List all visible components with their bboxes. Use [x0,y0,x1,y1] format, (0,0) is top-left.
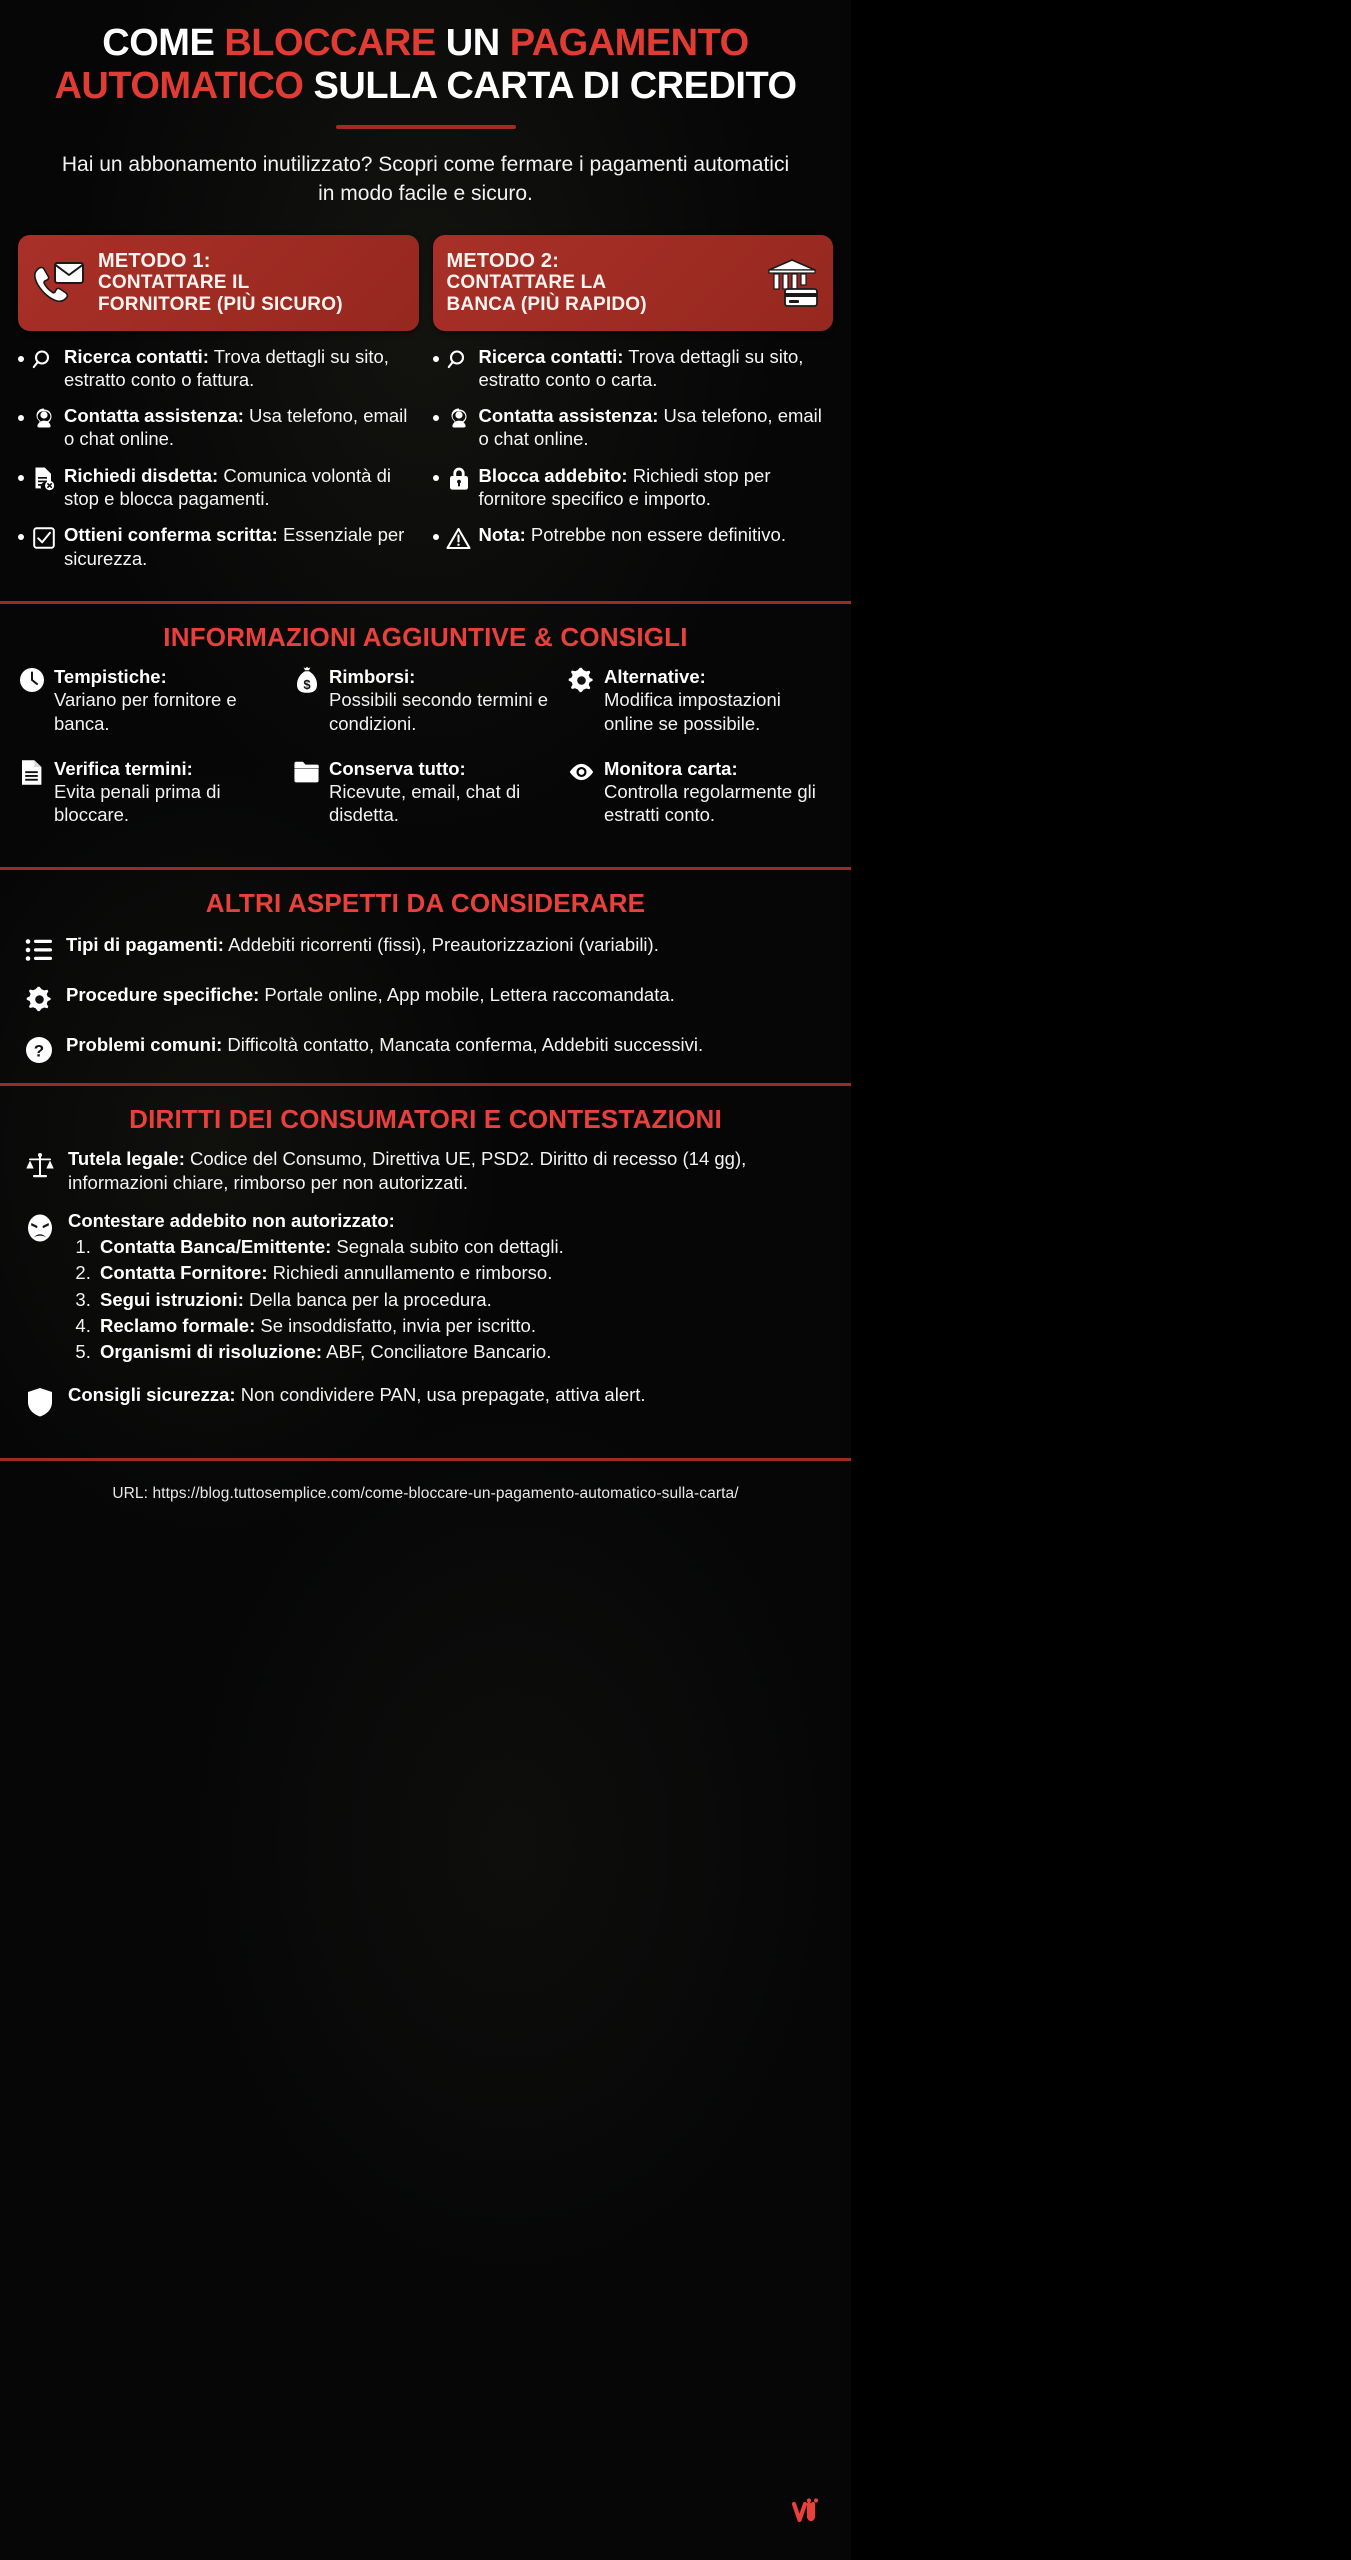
dispute-step-desc: Richiedi annullamento e rimborso. [267,1262,553,1284]
info-item-text [54,757,283,827]
bullet-dot [433,415,439,421]
aspect-item-label: Tipi di pagamenti: [66,933,224,955]
aspect-item-text [66,933,659,957]
bank-card-icon [765,258,819,308]
title-l1-run-0: COME [102,22,225,64]
list-item-text [479,523,786,546]
dispute-step-desc: Segnala subito con dettagli. [331,1235,564,1257]
info-item-label: Conserva tutto: [329,757,466,779]
method-column-2 [433,235,834,583]
info-item-text [604,757,833,827]
rights-legal-bold: Tutela legale: [68,1147,185,1169]
list-item-desc: Potrebbe non essere definitivo. [525,524,786,546]
document-cancel-icon [31,466,57,492]
rights-security-bold: Consigli sicurezza: [68,1383,236,1405]
list-item-label: Ricerca contatti: [64,345,209,367]
info-item-label: Verifica termini: [54,757,193,779]
method-2-card[interactable] [433,235,834,331]
rights-dispute-text [68,1209,564,1367]
method-1-line-3: FORNITORE (PIÙ SICURO) [98,293,343,315]
info-item-text [329,757,558,827]
list-item-label: Richiedi disdetta: [64,464,219,486]
info-item-desc: Variano per fornitore e banca. [54,689,237,734]
list-item [18,523,419,570]
angry-face-icon [24,1212,56,1244]
aspect-item-desc: Difficoltà contatto, Mancata conferma, Addebiti successivi. [222,1033,704,1055]
search-icon [31,347,57,373]
info-item-desc: Modifica impostazioni online se possibile. [604,689,781,734]
list-item-text [64,464,419,511]
title-l1-run-1: BLOCCARE [224,22,446,64]
method-2-list [433,345,834,552]
method-1-line-1: METODO 1: [98,249,211,272]
aspect-item-text [66,1033,703,1057]
aspect-item [24,933,827,965]
list-item-label: Ottieni conferma scritta: [64,524,278,546]
aspects-list [18,933,833,1065]
folder-icon [293,759,320,786]
list-item-desc: Usa telefono, email o chat online. [64,405,408,450]
list-item-text [479,464,834,511]
method-2-title [447,250,754,316]
bullet-dot [18,356,24,362]
list-item-text [479,404,834,451]
info-grid [18,665,833,849]
phone-envelope-icon [32,258,86,308]
section-divider-info [0,601,851,604]
dispute-step [96,1314,564,1338]
list-item [18,345,419,392]
method-2-line-2: CONTATTARE LA [446,272,607,294]
title-line-1 [102,22,748,64]
dispute-step [96,1340,564,1364]
aspects-section-title: ALTRI ASPETTI DA CONSIDERARE [205,887,646,918]
aspect-item [24,983,827,1015]
list-item-text [64,404,419,451]
rights-legal-text [68,1147,827,1195]
list-item-desc: Comunica volontà di stop e blocca pagamenti. [64,464,391,510]
gear-icon [24,985,54,1015]
aspect-item-text [66,983,675,1007]
dispute-step-label: Reclamo formale: [100,1315,256,1337]
aspect-item-label: Problemi comuni: [66,1033,223,1055]
svg-text:$: $ [302,677,311,693]
dispute-steps-list [96,1235,564,1365]
info-item-desc: Ricevute, email, chat di disdetta. [329,781,521,826]
dispute-step-desc: Se insoddisfatto, invia per iscritto. [255,1315,536,1337]
source-url[interactable]: URL: https://blog.tuttosemplice.com/come-bloccare-un-pagamento-automatico-sulla-carta/ [112,1484,739,1502]
bullet-dot [18,475,24,481]
rights-dispute-item [24,1209,827,1367]
rights-section-title: DIRITTI DEI CONSUMATORI E CONTESTAZIONI [129,1103,722,1134]
bullet-dot [18,415,24,421]
list-icon [24,935,54,965]
list-item-desc: Trova dettagli su sito, estratto conto o carta. [478,345,804,390]
clock-icon [18,667,45,694]
info-item-label: Alternative: [604,665,706,687]
list-item-label: Nota: [478,524,526,546]
method-2-line-3: BANCA (PIÙ RAPIDO) [446,293,647,315]
methods-container [18,235,833,583]
subtitle: Hai un abbonamento inutilizzato? Scopri come fermare i pagamenti automatici in modo facile e sicuro. [61,152,790,205]
rights-security-text [68,1383,646,1407]
list-item-desc: Trova dettagli su sito, estratto conto o fattura. [64,345,389,390]
warning-icon [446,525,472,551]
gear-icon [568,667,595,694]
info-item-desc: Possibili secondo termini e condizioni. [329,689,549,734]
list-item [433,464,834,511]
info-column [18,665,283,849]
dispute-step [96,1261,564,1285]
list-item-label: Contatta assistenza: [478,405,659,427]
support-agent-icon [31,406,57,432]
dispute-step-label: Contatta Fornitore: [100,1262,268,1284]
info-item-text [604,665,833,735]
rights-legal-item [24,1147,827,1195]
info-item-desc: Evita penali prima di bloccare. [54,781,221,826]
info-item [18,757,283,827]
title-l2-run-0: AUTOMATICO [54,65,314,108]
bullet-dot [433,475,439,481]
method-column-1 [18,235,419,583]
aspect-item-desc: Portale online, App mobile, Lettera raccomandata. [259,983,675,1005]
list-item-text [479,345,834,392]
dispute-step [96,1288,564,1312]
list-item-text [64,345,419,392]
list-item [433,345,834,392]
dispute-step-label: Segui istruzioni: [100,1288,244,1310]
info-item-label: Monitora carta: [604,757,738,779]
section-divider-aspects [0,867,851,870]
info-item-text [329,665,558,735]
venngage-logo-icon [785,2496,825,2536]
question-icon [24,1035,54,1065]
method-1-line-2: CONTATTARE IL [98,272,250,294]
rights-security-rest: Non condividere PAN, usa prepagate, attiva alert. [235,1383,646,1405]
title-l2-run-1: SULLA CARTA DI CREDITO [313,65,797,108]
svg-text:?: ? [33,1041,45,1061]
dispute-step-label: Contatta Banca/Emittente: [100,1235,332,1257]
method-1-title [98,250,343,316]
info-column [293,665,558,849]
bullet-dot [433,356,439,362]
info-item [568,665,833,735]
dispute-step [96,1235,564,1259]
list-item-label: Blocca addebito: [478,464,628,486]
footer-divider [0,1458,851,1461]
list-item-desc: Richiedi stop per fornitore specifico e importo. [478,464,771,510]
dispute-step-desc: Della banca per la procedura. [243,1288,492,1310]
title-l1-run-3: PAGAMENTO [509,22,749,64]
document-lines-icon [18,759,45,786]
dispute-step-desc: ABF, Conciliatore Bancario. [322,1341,552,1363]
title-divider [336,125,516,129]
list-item [18,464,419,511]
info-column [568,665,833,849]
method-2-line-1: METODO 2: [446,249,560,272]
search-icon [446,347,472,373]
rights-security-item [24,1383,827,1418]
money-bag-icon [293,667,320,694]
list-item-desc: Usa telefono, email o chat online. [478,405,822,450]
info-item-label: Tempistiche: [54,665,167,687]
dispute-step-label: Organismi di risoluzione: [100,1341,323,1363]
title-l1-run-2: UN [445,22,510,64]
aspect-item [24,1033,827,1065]
bullet-dot [433,534,439,540]
method-1-list [18,345,419,570]
rights-dispute-heading: Contestare addebito non autorizzato: [68,1209,395,1231]
scales-icon [24,1150,56,1182]
info-item [293,665,558,735]
list-item-desc: Essenziale per sicurezza. [64,524,405,569]
list-item [18,404,419,451]
list-item-text [64,523,419,570]
support-agent-icon [446,406,472,432]
list-item-label: Ricerca contatti: [478,345,624,367]
info-item-desc: Controlla regolarmente gli estratti conto. [604,781,816,826]
list-item-label: Contatta assistenza: [64,405,244,427]
title-line-2 [54,65,796,107]
lock-icon [446,466,472,492]
list-item [433,404,834,451]
info-item [18,665,283,735]
info-item-text [54,665,283,735]
list-item [433,523,834,551]
eye-icon [568,759,595,786]
info-item-label: Rimborsi: [329,665,416,687]
bullet-dot [18,534,24,540]
info-item [293,757,558,827]
aspect-item-label: Procedure specifiche: [66,983,260,1005]
aspect-item-desc: Addebiti ricorrenti (fissi), Preautorizzazioni (variabili). [223,933,659,955]
method-1-card[interactable] [18,235,419,331]
shield-icon [24,1386,56,1418]
info-item [568,757,833,827]
checkbox-icon [31,525,57,551]
info-section-title: INFORMAZIONI AGGIUNTIVE & CONSIGLI [163,621,688,652]
page-title [18,0,833,109]
rights-legal-rest: Codice del Consumo, Direttiva UE, PSD2. Diritto di recesso (14 gg), informazioni chiare, rimborso per non autorizzati. [68,1147,747,1193]
section-divider-rights [0,1083,851,1086]
